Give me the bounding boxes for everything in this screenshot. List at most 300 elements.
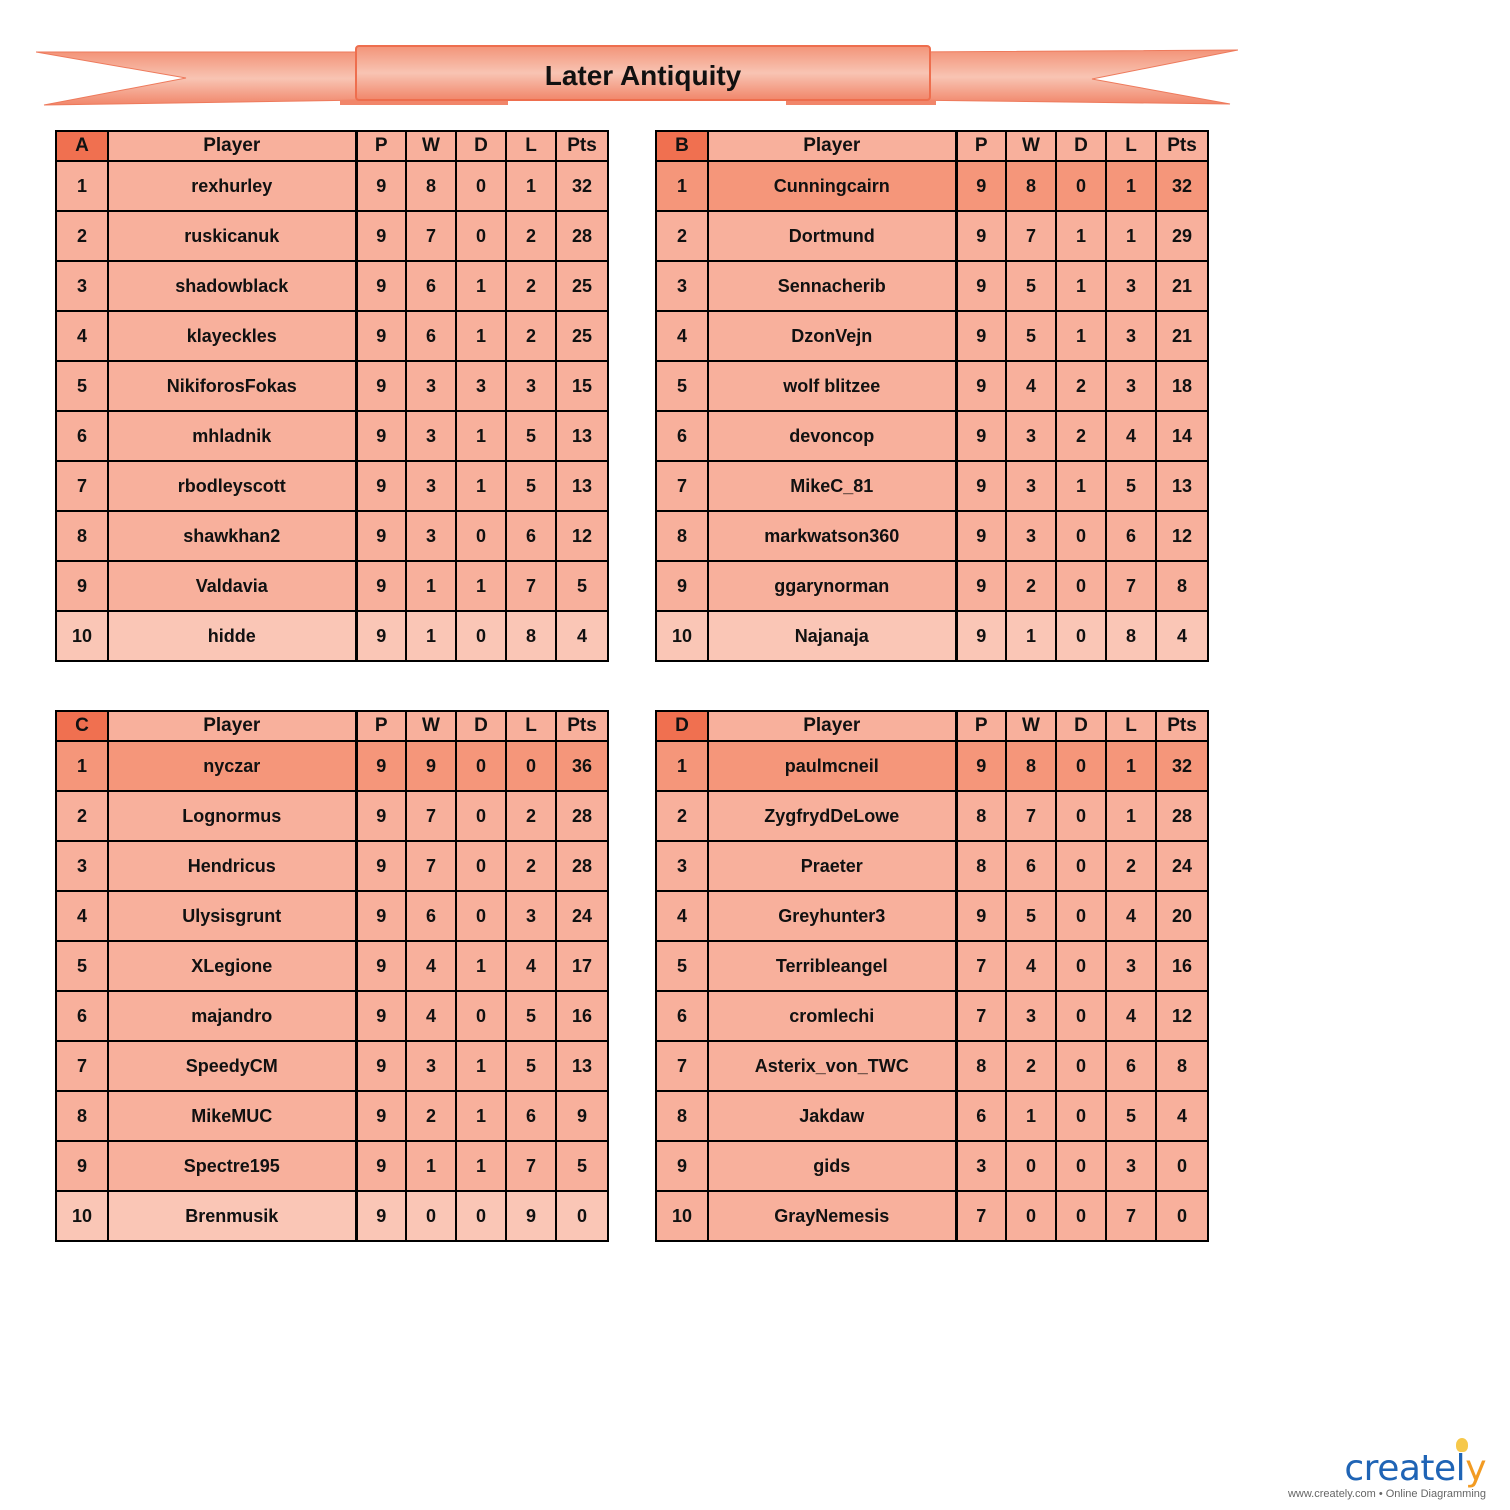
drawn-cell: 1 [456,261,506,311]
player-cell: Lognormus [108,791,356,841]
drawn-cell: 0 [1056,841,1106,891]
played-cell: 9 [356,361,406,411]
drawn-cell: 3 [456,361,506,411]
played-cell: 9 [956,311,1006,361]
table-row [656,791,1208,841]
won-cell: 5 [1006,891,1056,941]
points-cell: 4 [1156,611,1208,661]
played-cell: 9 [956,411,1006,461]
played-cell: 9 [956,561,1006,611]
table-row [56,791,608,841]
points-cell: 13 [1156,461,1208,511]
points-cell: 29 [1156,211,1208,261]
group-d-table [655,710,1209,1242]
won-cell: 7 [406,211,456,261]
rank-cell: 10 [656,1191,708,1241]
rank-cell: 8 [656,511,708,561]
table-row [56,841,608,891]
played-cell: 9 [356,791,406,841]
lost-cell: 8 [506,611,556,661]
won-cell: 7 [406,841,456,891]
player-cell: DzonVejn [708,311,956,361]
played-cell: 7 [956,941,1006,991]
table-row [56,411,608,461]
group-label: B [656,131,708,161]
played-cell: 9 [356,411,406,461]
rank-cell: 1 [656,161,708,211]
rank-cell: 4 [56,311,108,361]
played-cell: 9 [356,561,406,611]
won-cell: 3 [406,511,456,561]
played-cell: 9 [356,511,406,561]
played-cell: 9 [356,891,406,941]
lost-cell: 4 [1106,891,1156,941]
player-cell: Brenmusik [108,1191,356,1241]
drawn-cell: 0 [1056,1091,1106,1141]
column-header-won: W [1006,131,1056,161]
table-row [56,161,608,211]
table-row [56,741,608,791]
table-row [656,211,1208,261]
player-cell: ggarynorman [708,561,956,611]
rank-cell: 9 [56,1141,108,1191]
rank-cell: 5 [56,361,108,411]
played-cell: 9 [356,1041,406,1091]
table-row [656,411,1208,461]
played-cell: 9 [356,261,406,311]
won-cell: 8 [406,161,456,211]
player-cell: Dortmund [708,211,956,261]
drawn-cell: 0 [456,891,506,941]
played-cell: 9 [356,1091,406,1141]
player-cell: Spectre195 [108,1141,356,1191]
played-cell: 9 [956,361,1006,411]
rank-cell: 4 [56,891,108,941]
won-cell: 7 [1006,791,1056,841]
rank-cell: 10 [56,1191,108,1241]
played-cell: 8 [956,1041,1006,1091]
player-cell: shawkhan2 [108,511,356,561]
lost-cell: 2 [1106,841,1156,891]
drawn-cell: 1 [456,1091,506,1141]
rank-cell: 7 [56,1041,108,1091]
column-header-drawn: D [456,131,506,161]
player-cell: Jakdaw [708,1091,956,1141]
won-cell: 4 [406,941,456,991]
drawn-cell: 0 [1056,161,1106,211]
points-cell: 28 [556,211,608,261]
player-cell: wolf blitzee [708,361,956,411]
drawn-cell: 0 [456,1191,506,1241]
lost-cell: 7 [1106,561,1156,611]
played-cell: 9 [956,741,1006,791]
lost-cell: 5 [506,1041,556,1091]
played-cell: 9 [956,461,1006,511]
column-header-points: Pts [556,711,608,741]
points-cell: 25 [556,311,608,361]
points-cell: 16 [1156,941,1208,991]
points-cell: 9 [556,1091,608,1141]
lost-cell: 5 [1106,461,1156,511]
group-c-table [55,710,609,1242]
column-header-drawn: D [456,711,506,741]
points-cell: 32 [1156,161,1208,211]
lost-cell: 7 [506,561,556,611]
won-cell: 5 [1006,311,1056,361]
column-header-player: Player [108,711,356,741]
rank-cell: 10 [656,611,708,661]
column-header-won: W [406,131,456,161]
column-header-points: Pts [556,131,608,161]
rank-cell: 9 [656,561,708,611]
table-row [656,611,1208,661]
points-cell: 5 [556,561,608,611]
table-row [56,1191,608,1241]
lost-cell: 7 [1106,1191,1156,1241]
group-label: C [56,711,108,741]
player-cell: Greyhunter3 [708,891,956,941]
table-row [656,261,1208,311]
rank-cell: 6 [56,411,108,461]
drawn-cell: 0 [456,161,506,211]
drawn-cell: 2 [1056,411,1106,461]
won-cell: 8 [1006,741,1056,791]
points-cell: 13 [556,1041,608,1091]
player-cell: Asterix_von_TWC [708,1041,956,1091]
won-cell: 1 [1006,1091,1056,1141]
rank-cell: 9 [656,1141,708,1191]
won-cell: 3 [406,461,456,511]
points-cell: 24 [1156,841,1208,891]
won-cell: 6 [1006,841,1056,891]
player-cell: rbodleyscott [108,461,356,511]
logo-wordmark: creately [1344,1448,1486,1489]
player-cell: Praeter [708,841,956,891]
rank-cell: 9 [56,561,108,611]
player-cell: Ulysisgrunt [108,891,356,941]
won-cell: 4 [1006,941,1056,991]
player-cell: shadowblack [108,261,356,311]
rank-cell: 3 [656,841,708,891]
table-row [656,841,1208,891]
won-cell: 1 [406,1141,456,1191]
table-row [656,311,1208,361]
player-cell: nyczar [108,741,356,791]
points-cell: 13 [556,461,608,511]
points-cell: 14 [1156,411,1208,461]
rank-cell: 1 [56,741,108,791]
column-header-lost: L [1106,131,1156,161]
rank-cell: 5 [656,361,708,411]
drawn-cell: 0 [1056,1141,1106,1191]
points-cell: 8 [1156,1041,1208,1091]
rank-cell: 8 [56,511,108,561]
points-cell: 12 [1156,511,1208,561]
points-cell: 17 [556,941,608,991]
player-cell: Hendricus [108,841,356,891]
table-row [656,941,1208,991]
won-cell: 3 [406,1041,456,1091]
won-cell: 4 [1006,361,1056,411]
points-cell: 21 [1156,311,1208,361]
lost-cell: 5 [506,991,556,1041]
points-cell: 4 [556,611,608,661]
player-cell: Sennacherib [708,261,956,311]
won-cell: 7 [1006,211,1056,261]
lost-cell: 5 [506,461,556,511]
rank-cell: 7 [656,1041,708,1091]
lost-cell: 5 [1106,1091,1156,1141]
table-row [656,1091,1208,1141]
won-cell: 8 [1006,161,1056,211]
column-header-points: Pts [1156,711,1208,741]
won-cell: 9 [406,741,456,791]
won-cell: 3 [406,361,456,411]
rank-cell: 10 [56,611,108,661]
points-cell: 24 [556,891,608,941]
table-row [656,741,1208,791]
table-row [56,361,608,411]
player-cell: XLegione [108,941,356,991]
won-cell: 1 [406,611,456,661]
drawn-cell: 0 [1056,991,1106,1041]
lost-cell: 4 [1106,411,1156,461]
drawn-cell: 0 [456,991,506,1041]
won-cell: 3 [1006,511,1056,561]
won-cell: 1 [406,561,456,611]
played-cell: 9 [356,1191,406,1241]
player-cell: majandro [108,991,356,1041]
player-cell: ruskicanuk [108,211,356,261]
drawn-cell: 2 [1056,361,1106,411]
lost-cell: 6 [1106,511,1156,561]
played-cell: 9 [356,211,406,261]
played-cell: 9 [356,741,406,791]
drawn-cell: 1 [456,941,506,991]
table-row [656,511,1208,561]
points-cell: 20 [1156,891,1208,941]
rank-cell: 3 [56,261,108,311]
drawn-cell: 1 [456,411,506,461]
won-cell: 0 [1006,1141,1056,1191]
table-row [56,211,608,261]
rank-cell: 1 [656,741,708,791]
rank-cell: 2 [656,211,708,261]
won-cell: 4 [406,991,456,1041]
rank-cell: 4 [656,891,708,941]
column-header-player: Player [708,711,956,741]
points-cell: 16 [556,991,608,1041]
points-cell: 25 [556,261,608,311]
column-header-played: P [356,711,406,741]
player-cell: Cunningcairn [708,161,956,211]
drawn-cell: 0 [1056,611,1106,661]
rank-cell: 3 [656,261,708,311]
column-header-played: P [956,131,1006,161]
table-row [56,1041,608,1091]
rank-cell: 6 [656,411,708,461]
group-a-table [55,130,609,662]
player-cell: Terribleangel [708,941,956,991]
table-row [656,161,1208,211]
points-cell: 32 [1156,741,1208,791]
player-cell: Valdavia [108,561,356,611]
lost-cell: 2 [506,211,556,261]
rank-cell: 7 [56,461,108,511]
table-row [56,891,608,941]
player-cell: ZygfrydDeLowe [708,791,956,841]
table-row [656,461,1208,511]
creately-logo [1280,1436,1500,1502]
player-cell: GrayNemesis [708,1191,956,1241]
drawn-cell: 0 [456,741,506,791]
column-header-played: P [356,131,406,161]
lost-cell: 1 [1106,211,1156,261]
table-row [656,361,1208,411]
drawn-cell: 0 [1056,941,1106,991]
player-cell: rexhurley [108,161,356,211]
lost-cell: 3 [506,361,556,411]
table-row [656,1141,1208,1191]
player-cell: MikeC_81 [708,461,956,511]
won-cell: 2 [1006,1041,1056,1091]
drawn-cell: 0 [456,211,506,261]
lost-cell: 2 [506,791,556,841]
lost-cell: 5 [506,411,556,461]
lost-cell: 1 [506,161,556,211]
points-cell: 0 [1156,1141,1208,1191]
logo-tagline: www.creately.com • Online Diagramming [1287,1488,1486,1500]
player-cell: MikeMUC [108,1091,356,1141]
played-cell: 9 [356,1141,406,1191]
won-cell: 0 [1006,1191,1056,1241]
column-header-played: P [956,711,1006,741]
drawn-cell: 0 [456,791,506,841]
lost-cell: 2 [506,841,556,891]
column-header-drawn: D [1056,131,1106,161]
table-row [56,611,608,661]
lost-cell: 4 [1106,991,1156,1041]
points-cell: 5 [556,1141,608,1191]
player-cell: cromlechi [708,991,956,1041]
played-cell: 9 [956,261,1006,311]
group-b-table [655,130,1209,662]
table-row [56,561,608,611]
player-cell: gids [708,1141,956,1191]
player-cell: Najanaja [708,611,956,661]
lost-cell: 6 [506,1091,556,1141]
played-cell: 9 [356,461,406,511]
played-cell: 9 [356,311,406,361]
table-row [56,991,608,1041]
rank-cell: 1 [56,161,108,211]
played-cell: 8 [956,841,1006,891]
rank-cell: 2 [56,211,108,261]
drawn-cell: 0 [1056,791,1106,841]
player-cell: paulmcneil [708,741,956,791]
rank-cell: 4 [656,311,708,361]
lost-cell: 9 [506,1191,556,1241]
points-cell: 28 [1156,791,1208,841]
lost-cell: 3 [1106,261,1156,311]
played-cell: 9 [956,611,1006,661]
table-row [56,941,608,991]
drawn-cell: 1 [1056,461,1106,511]
player-cell: klayeckles [108,311,356,361]
played-cell: 9 [956,511,1006,561]
column-header-won: W [406,711,456,741]
table-row [56,261,608,311]
played-cell: 3 [956,1141,1006,1191]
points-cell: 0 [1156,1191,1208,1241]
drawn-cell: 0 [1056,891,1106,941]
rank-cell: 7 [656,461,708,511]
rank-cell: 8 [656,1091,708,1141]
points-cell: 18 [1156,361,1208,411]
lost-cell: 4 [506,941,556,991]
points-cell: 21 [1156,261,1208,311]
played-cell: 9 [956,161,1006,211]
lost-cell: 3 [1106,311,1156,361]
played-cell: 7 [956,991,1006,1041]
table-row [656,1191,1208,1241]
table-row [56,1091,608,1141]
player-cell: NikiforosFokas [108,361,356,411]
lost-cell: 1 [1106,741,1156,791]
drawn-cell: 1 [456,461,506,511]
won-cell: 3 [1006,461,1056,511]
points-cell: 36 [556,741,608,791]
lost-cell: 8 [1106,611,1156,661]
played-cell: 8 [956,791,1006,841]
won-cell: 5 [1006,261,1056,311]
won-cell: 2 [1006,561,1056,611]
table-row [56,311,608,361]
points-cell: 15 [556,361,608,411]
player-cell: devoncop [708,411,956,461]
lost-cell: 1 [1106,161,1156,211]
lost-cell: 6 [506,511,556,561]
rank-cell: 8 [56,1091,108,1141]
column-header-player: Player [108,131,356,161]
played-cell: 9 [356,161,406,211]
player-cell: mhladnik [108,411,356,461]
won-cell: 3 [1006,991,1056,1041]
points-cell: 13 [556,411,608,461]
column-header-player: Player [708,131,956,161]
table-row [56,461,608,511]
drawn-cell: 0 [456,841,506,891]
won-cell: 1 [1006,611,1056,661]
lost-cell: 3 [1106,361,1156,411]
table-row [656,1041,1208,1091]
played-cell: 9 [356,841,406,891]
won-cell: 3 [1006,411,1056,461]
drawn-cell: 1 [456,1141,506,1191]
drawn-cell: 0 [1056,1191,1106,1241]
lost-cell: 0 [506,741,556,791]
player-cell: markwatson360 [708,511,956,561]
drawn-cell: 0 [1056,1041,1106,1091]
lost-cell: 3 [506,891,556,941]
drawn-cell: 1 [1056,211,1106,261]
points-cell: 12 [1156,991,1208,1041]
column-header-points: Pts [1156,131,1208,161]
table-row [656,891,1208,941]
player-cell: hidde [108,611,356,661]
column-header-drawn: D [1056,711,1106,741]
drawn-cell: 0 [1056,741,1106,791]
